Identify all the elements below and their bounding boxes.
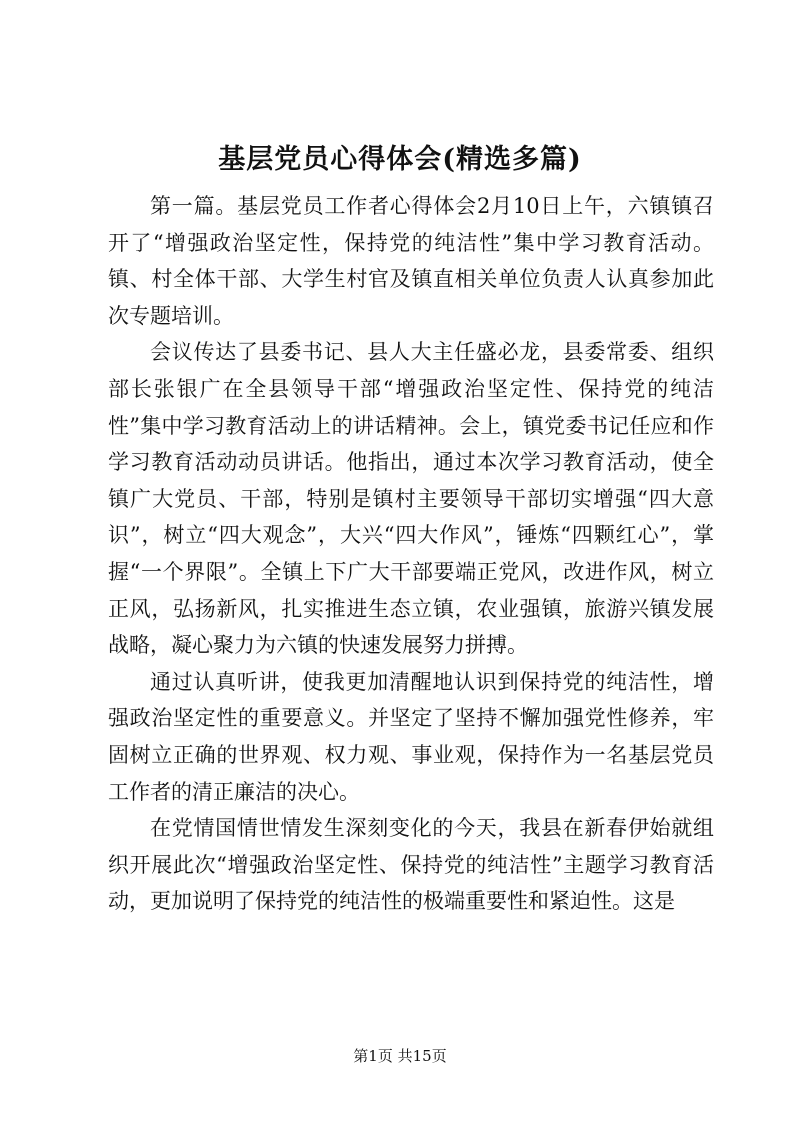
document-body xyxy=(108,188,714,920)
paragraph: 通过认真听讲，使我更加清醒地认识到保持党的纯洁性，增强政治坚定性的重要意义。并坚定了坚持不懈加强党性修养，牢固树立正确的世界观、权力观、事业观，保持作为一名基层党员工作者的清正廉洁的决心。 xyxy=(108,669,714,804)
paragraph: 在党情国情世情发生深刻变化的今天，我县在新春伊始就组织开展此次“增强政治坚定性、保持党的纯洁性”主题学习教育活动，更加说明了保持党的纯洁性的极端重要性和紧迫性。这是 xyxy=(108,816,714,914)
page-footer: 第1页 共15页 xyxy=(353,1047,447,1065)
paragraph: 会议传达了县委书记、县人大主任盛必龙，县委常委、组织部长张银广在全县领导干部“增强政治坚定性、保持党的纯洁性”集中学习教育活动上的讲话精神。会上，镇党委书记任应和作学习教育活动动员讲话。他指出，通过本次学习教育活动，使全镇广大党员、干部，特别是镇村主要领导干部切实增强“四大意识”，树立“四大观念”，大兴“四大作风”，锤炼“四颗红心”，掌握“一个界限”。全镇上下广大干部要端正党风，改进作风，树立正风，弘扬新风，扎实推进生态立镇，农业强镇，旅游兴镇发展战略，凝心聚力为六镇的快速发展努力拼搏。 xyxy=(108,340,714,658)
paragraph: 第一篇。基层党员工作者心得体会2月10日上午，六镇镇召开了“增强政治坚定性，保持党的纯洁性”集中学习教育活动。镇、村全体干部、大学生村官及镇直相关单位负责人认真参加此次专题培训。 xyxy=(108,194,714,328)
document-title: 基层党员心得体会(精选多篇) xyxy=(218,144,582,175)
